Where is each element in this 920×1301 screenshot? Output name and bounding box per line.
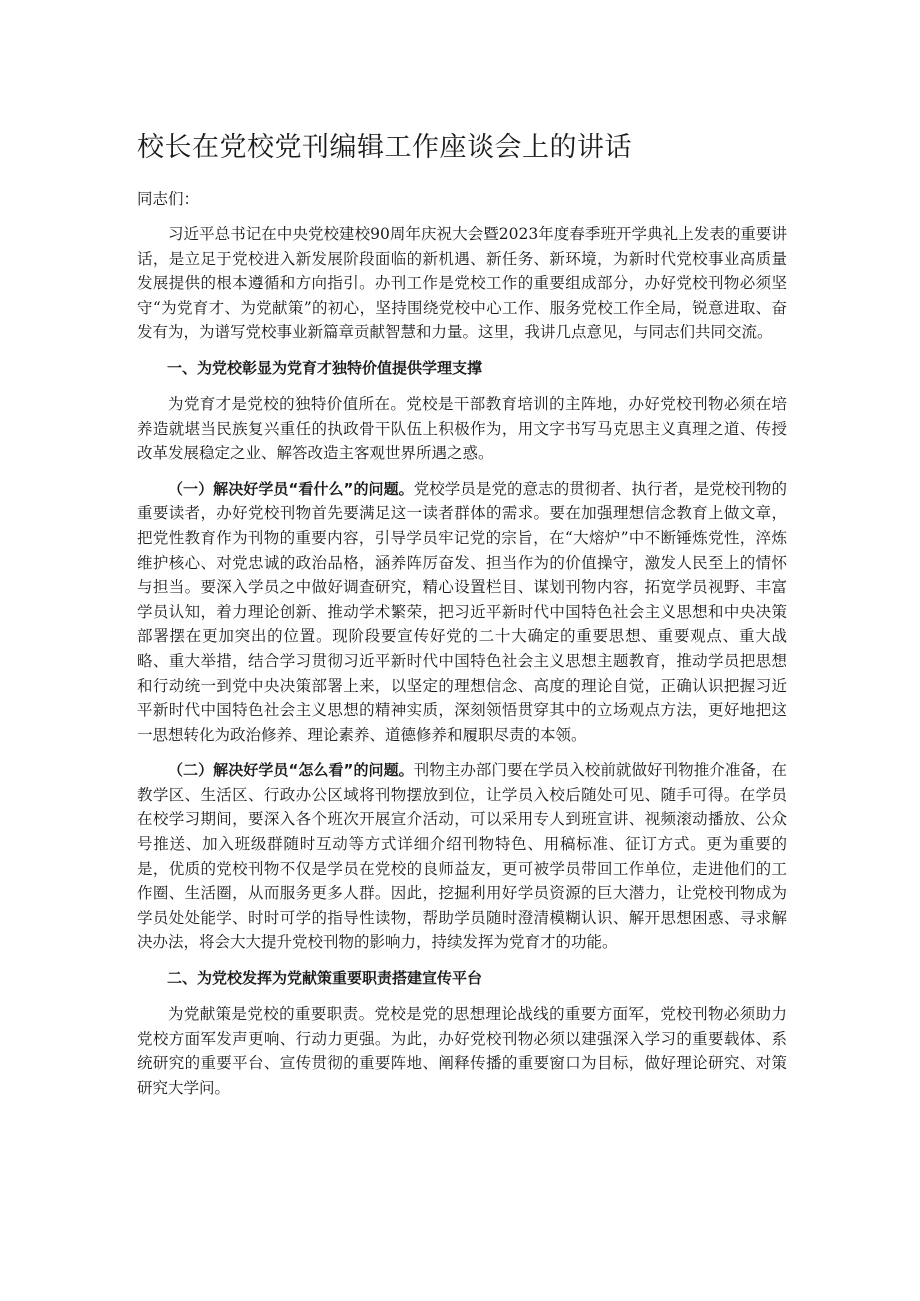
subsection-1-lead: （一）解决好学员“看什么”的问题。 [168,479,414,498]
intro-paragraph: 习近平总书记在中央党校建校90周年庆祝大会暨2023年度春季班开学典礼上发表的重要讲话，是立足于党校进入新发展阶段面临的新机遇、新任务、新环境，为新时代党校事业高质量发展提供的根本遵循和方向指引。办刊工作是党校工作的重要组成部分，办好党校刊物必须坚守“为党育才、为党献策”的初心，坚持围绕党校中心工作、服务党校工作全局，锐意进取、奋发有为，为谱写党校事业新篇章贡献智慧和力量。这里，我讲几点意见，与同志们共同交流。 [137,225,787,342]
section-heading-1: 一、为党校彰显为党育才独特价值提供学理支撑 [167,358,483,377]
subsection-2-lead: （二）解决好学员“怎么看”的问题。 [168,761,414,780]
greeting: 同志们： [137,190,200,208]
subsection-2-paragraph [137,758,787,955]
section-2-paragraph: 为党献策是党校的重要职责。党校是党的思想理论战线的重要方面军，党校刊物必须助力党校方面军发声更响、行动力更强。为此，办好党校刊物必须以建强深入学习的重要载体、系统研究的重要平台、宣传贯彻的重要阵地、阐释传播的重要窗口为目标，做好理论研究、对策研究大学问。 [137,1005,787,1097]
subsection-2-body: 刊物主办部门要在学员入校前就做好刊物推介准备，在教学区、生活区、行政办公区域将刊物摆放到位，让学员入校后随处可见、随手可得。在学员在校学习期间，要深入各个班次开展宣介活动，可以采用专人到班宣讲、视频滚动播放、公众号推送、加入班级群随时互动等方式详细介绍刊物特色、用稿标准、征订方式。更为重要的是，优质的党校刊物不仅是学员在党校的良师益友，更可被学员带回工作单位，走进他们的工作圈、生活圈，从而服务更多人群。因此，挖掘利用好学员资源的巨大潜力，让党校刊物成为学员处处能学、时时可学的指导性读物，帮助学员随时澄清模糊认识、解开思想困惑、寻求解决办法，将会大大提升党校刊物的影响力，持续发挥为党育才的功能。 [137,761,787,952]
document-page [137,128,787,1111]
subsection-1-paragraph [137,477,787,748]
section-1-paragraph: 为党育才是党校的独特价值所在。党校是干部教育培训的主阵地，办好党校刊物必须在培养造就堪当民族复兴重任的执政骨干队伍上积极作为，用文字书写马克思主义真理之道、传授改革发展稳定之业、解答改造主客观世界所遇之惑。 [137,394,787,463]
section-heading-2: 二、为党校发挥为党献策重要职责搭建宣传平台 [167,969,483,988]
subsection-1-body: 党校学员是党的意志的贯彻者、执行者，是党校刊物的重要读者，办好党校刊物首先要满足这一读者群体的需求。要在加强理想信念教育上做文章，把党性教育作为刊物的重要内容，引导学员牢记党的宗旨，在“大熔炉”中不断锤炼党性，淬炼维护核心、对党忠诚的政治品格，涵养阵厉奋发、担当作为的价值操守，激发人民至上的情怀与担当。要深入学员之中做好调查研究，精心设置栏目、谋划刊物内容，拓宽学员视野、丰富学员认知，着力理论创新、推动学术繁荣，把习近平新时代中国特色社会主义思想和中央决策部署摆在更加突出的位置。现阶段要宣传好党的二十大确定的重要思想、重要观点、重大战略、重大举措，结合学习贯彻习近平新时代中国特色社会主义思想主题教育，推动学员把思想和行动统一到党中央决策部署上来，以坚定的理想信念、高度的理论自觉，正确认识把握习近平新时代中国特色社会主义思想的精神实质，深刻领悟贯穿其中的立场观点方法，更好地把这一思想转化为政治修养、理论素养、道德修养和履职尽责的本领。 [137,479,787,744]
document-title: 校长在党校党刊编辑工作座谈会上的讲话 [137,132,632,163]
